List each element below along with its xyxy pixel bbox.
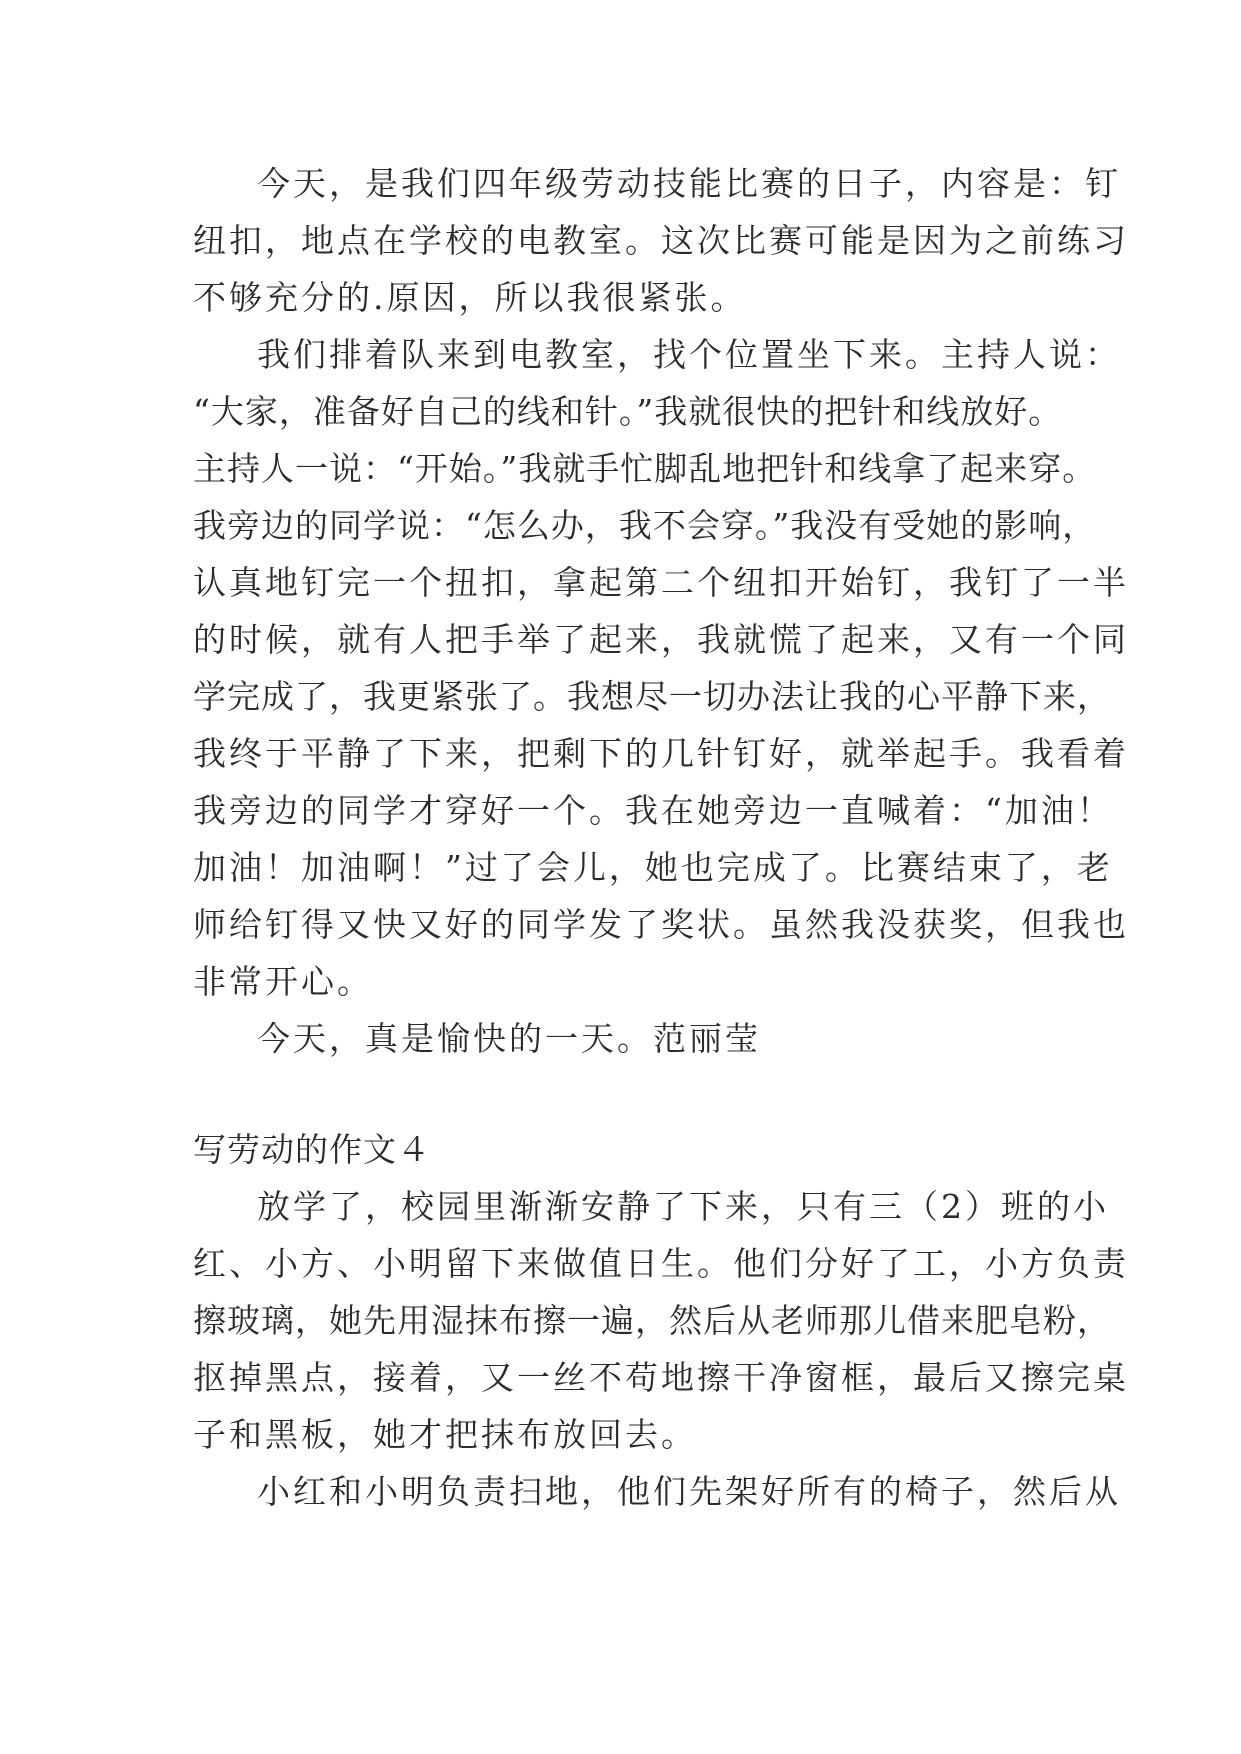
section-heading: 写劳动的作文４ — [193, 1130, 431, 1169]
text-line: 今天，真是愉快的一天。范丽莹 — [257, 1019, 761, 1058]
text-line: 师给钉得又快又好的同学发了奖状。虽然我没获奖，但我也 — [193, 905, 1129, 944]
text-line: 子和黑板，她才把抹布放回去。 — [193, 1415, 697, 1454]
text-line: 认真地钉完一个扭扣，拿起第二个纽扣开始钉，我钉了一半 — [193, 563, 1129, 602]
text-line: 纽扣，地点在学校的电教室。这次比赛可能是因为之前练习 — [193, 221, 1129, 260]
text-line: 擦玻璃，她先用湿抹布擦一遍，然后从老师那儿借来肥皂粉， — [193, 1301, 1111, 1340]
text-line: “大家，准备好自己的线和针。”我就很快的把针和线放好。 — [193, 392, 1063, 431]
text-line: 我终于平静了下来，把剩下的几针钉好，就举起手。我看着 — [193, 734, 1129, 773]
text-line: 红、小方、小明留下来做值日生。他们分好了工，小方负责 — [193, 1244, 1129, 1283]
text-line: 小红和小明负责扫地，他们先架好所有的椅子，然后从 — [257, 1472, 1121, 1511]
text-line: 学完成了，我更紧张了。我想尽一切办法让我的心平静下来， — [193, 677, 1111, 716]
text-line: 加油！加油啊！”过了会儿，她也完成了。比赛结束了，老 — [193, 848, 1113, 887]
text-line: 非常开心。 — [193, 962, 373, 1001]
text-line: 抠掉黑点，接着，又一丝不苟地擦干净窗框，最后又擦完桌 — [193, 1358, 1129, 1397]
text-line: 我们排着队来到电教室，找个位置坐下来。主持人说： — [257, 335, 1121, 374]
text-line: 主持人一说：“开始。”我就手忙脚乱地把针和线拿了起来穿。 — [193, 449, 1097, 488]
text-line: 今天，是我们四年级劳动技能比赛的日子，内容是：钉 — [257, 164, 1121, 203]
text-line: 我旁边的同学说：“怎么办，我不会穿。”我没有受她的影响， — [193, 506, 1097, 545]
text-line: 放学了，校园里渐渐安静了下来，只有三（2）班的小 — [257, 1187, 1109, 1226]
text-line: 不够充分的.原因，所以我很紧张。 — [193, 278, 747, 317]
text-line: 的时候，就有人把手举了起来，我就慌了起来，又有一个同 — [193, 620, 1129, 659]
text-line: 我旁边的同学才穿好一个。我在她旁边一直喊着：“加油！ — [193, 791, 1113, 830]
